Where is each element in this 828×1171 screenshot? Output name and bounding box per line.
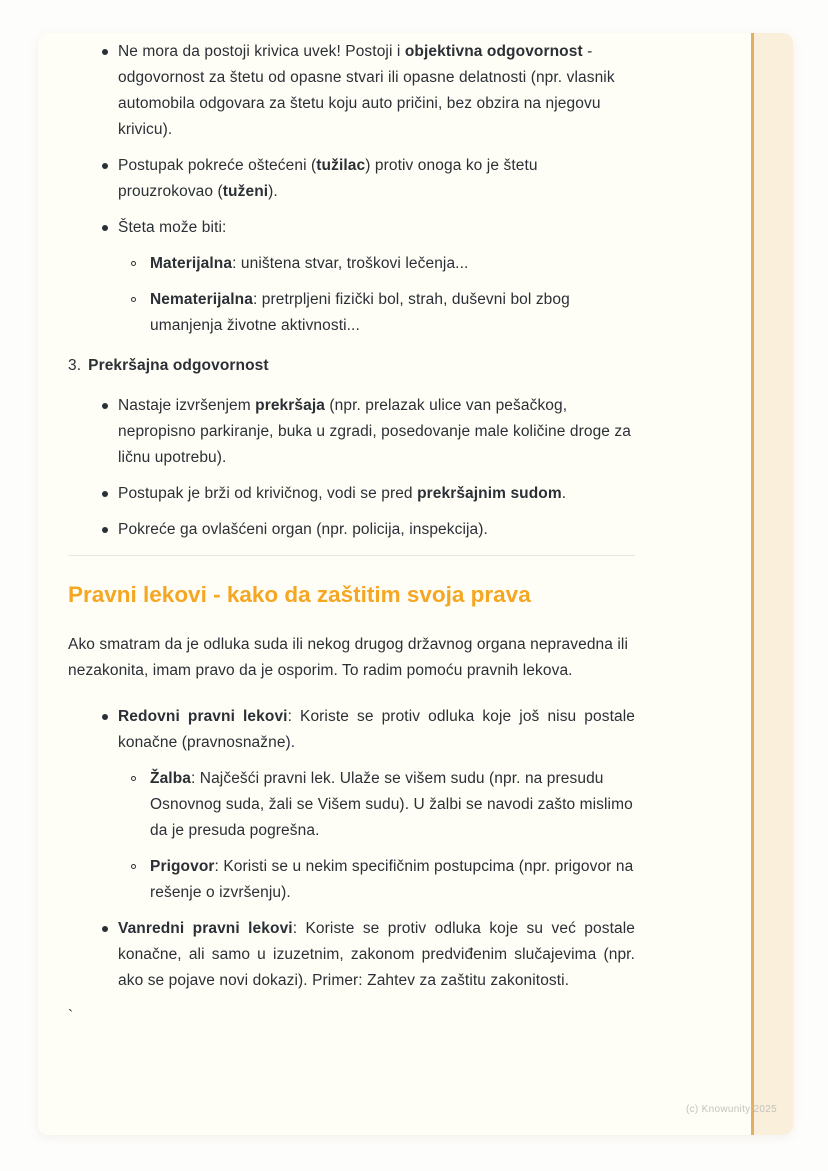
text-run: : Koristi se u nekim specifičnim postupcima (npr. prigovor na rešenje o izvršenju). bbox=[150, 858, 634, 901]
disc-bullet-icon bbox=[102, 49, 108, 55]
bold-text-run: tužilac bbox=[316, 157, 366, 174]
list-item bbox=[68, 704, 635, 906]
numbered-item-number: 3. bbox=[68, 357, 82, 374]
bold-text-run: Materijalna bbox=[150, 255, 233, 272]
text-run: (npr. prelazak ulice van pešačkog, nepropisno parkiranje, buka u zgradi, posedovanje male količine droge za ličnu upotrebu). bbox=[118, 397, 631, 466]
section-divider bbox=[68, 555, 635, 556]
list-item-text bbox=[150, 766, 635, 844]
text-run: : pretrpljeni fizički bol, strah, duševni bol zbog umanjenja životne aktivnosti... bbox=[150, 291, 570, 334]
list-item-text bbox=[118, 393, 635, 471]
text-run: ) protiv onoga ko je štetu prouzrokovao ( bbox=[118, 157, 538, 200]
text-run: Postupak pokreće oštećeni ( bbox=[118, 157, 317, 174]
list-item bbox=[118, 766, 635, 844]
sub-bullet-list bbox=[118, 766, 635, 906]
list-item bbox=[68, 393, 635, 471]
list-item bbox=[68, 916, 635, 994]
disc-bullet-icon bbox=[102, 491, 108, 497]
list-item-text bbox=[118, 39, 635, 143]
bold-text-run: Prigovor bbox=[150, 858, 215, 875]
list-item bbox=[68, 39, 635, 143]
text-run: . bbox=[561, 485, 567, 502]
bold-text-run: prekršajnim sudom bbox=[417, 485, 562, 502]
document-page bbox=[38, 33, 793, 1135]
bold-text-run: Redovni pravni lekovi bbox=[118, 708, 288, 725]
bold-text-run: Prekršajna odgovornost bbox=[88, 357, 269, 374]
bold-text-run: Nematerijalna bbox=[150, 291, 253, 308]
text-run: - odgovornost za štetu od opasne stvari ili opasne delatnosti (npr. vlasnik automobila odgovara za štetu koju auto pričini, bez obzira na njegovu krivicu). bbox=[118, 43, 615, 138]
disc-bullet-icon bbox=[102, 926, 108, 932]
text-run: Nastaje izvršenjem bbox=[118, 397, 256, 414]
disc-bullet-icon bbox=[102, 163, 108, 169]
circle-bullet-icon bbox=[131, 261, 136, 266]
text-run: ` bbox=[68, 1008, 74, 1025]
copyright-watermark: (c) Knowunity 2025 bbox=[685, 1104, 777, 1115]
list-item bbox=[118, 854, 635, 906]
bold-text-run: objektivna odgovornost bbox=[404, 43, 583, 60]
list-item-text bbox=[150, 854, 635, 906]
text-run: ). bbox=[268, 183, 278, 200]
list-item bbox=[118, 251, 635, 277]
list-item-text bbox=[118, 215, 635, 241]
section-heading: Pravni lekovi - kako da zaštitim svoja prava bbox=[68, 582, 531, 607]
bullet-list bbox=[68, 39, 635, 339]
disc-bullet-icon bbox=[102, 225, 108, 231]
bold-text-run: tuženi bbox=[222, 183, 269, 200]
circle-bullet-icon bbox=[131, 776, 136, 781]
paragraph bbox=[68, 632, 635, 684]
sub-bullet-list bbox=[118, 251, 635, 339]
numbered-item bbox=[68, 353, 635, 379]
text-run: : Koriste se protiv odluka koje su već postale konačne, ali samo u izuzetnim, zakonom predviđenim slučajevima (npr. ako se pojave novi dokazi). Primer: Zahtev za zaštitu zakonitosti. bbox=[118, 920, 635, 989]
bullet-list bbox=[68, 704, 635, 994]
bold-text-run: prekršaja bbox=[255, 397, 325, 414]
stray-character bbox=[68, 1004, 635, 1030]
text-run: Postupak je brži od krivičnog, vodi se pred bbox=[118, 485, 418, 502]
list-item-text bbox=[118, 481, 635, 507]
list-item-text bbox=[150, 287, 635, 339]
list-item-text bbox=[118, 517, 635, 543]
text-run: : uništena stvar, troškovi lečenja... bbox=[232, 255, 469, 272]
page-accent-stripe bbox=[751, 33, 793, 1135]
document-content bbox=[68, 39, 635, 1030]
text-run: : Najčešći pravni lek. Ulaže se višem sudu (npr. na presudu Osnovnog suda, žali se Višem sudu). U žalbi se navodi zašto mislimo da je presuda pogrešna. bbox=[150, 770, 633, 839]
list-item-text bbox=[118, 916, 635, 994]
list-item bbox=[68, 517, 635, 543]
bullet-list bbox=[68, 393, 635, 543]
disc-bullet-icon bbox=[102, 714, 108, 720]
list-item-text bbox=[150, 251, 635, 277]
list-item bbox=[68, 153, 635, 205]
disc-bullet-icon bbox=[102, 527, 108, 533]
text-run: Pokreće ga ovlašćeni organ (npr. policija, inspekcija). bbox=[118, 521, 488, 538]
list-item-text bbox=[118, 704, 635, 756]
list-item bbox=[118, 287, 635, 339]
disc-bullet-icon bbox=[102, 403, 108, 409]
list-item bbox=[68, 481, 635, 507]
text-run: Ako smatram da je odluka suda ili nekog drugog državnog organa nepravedna ili nezakonita, imam pravo da je osporim. To radim pomoću pravnih lekova. bbox=[68, 636, 629, 679]
bold-text-run: Vanredni pravni lekovi bbox=[118, 920, 293, 937]
circle-bullet-icon bbox=[131, 297, 136, 302]
text-run: Šteta može biti: bbox=[118, 219, 227, 236]
list-item-text bbox=[118, 153, 635, 205]
bold-text-run: Žalba bbox=[150, 770, 191, 787]
list-item bbox=[68, 215, 635, 339]
text-run: : Koriste se protiv odluka koje još nisu postale konačne (pravnosnažne). bbox=[118, 708, 635, 751]
text-run: Ne mora da postoji krivica uvek! Postoji i bbox=[118, 43, 405, 60]
circle-bullet-icon bbox=[131, 864, 136, 869]
